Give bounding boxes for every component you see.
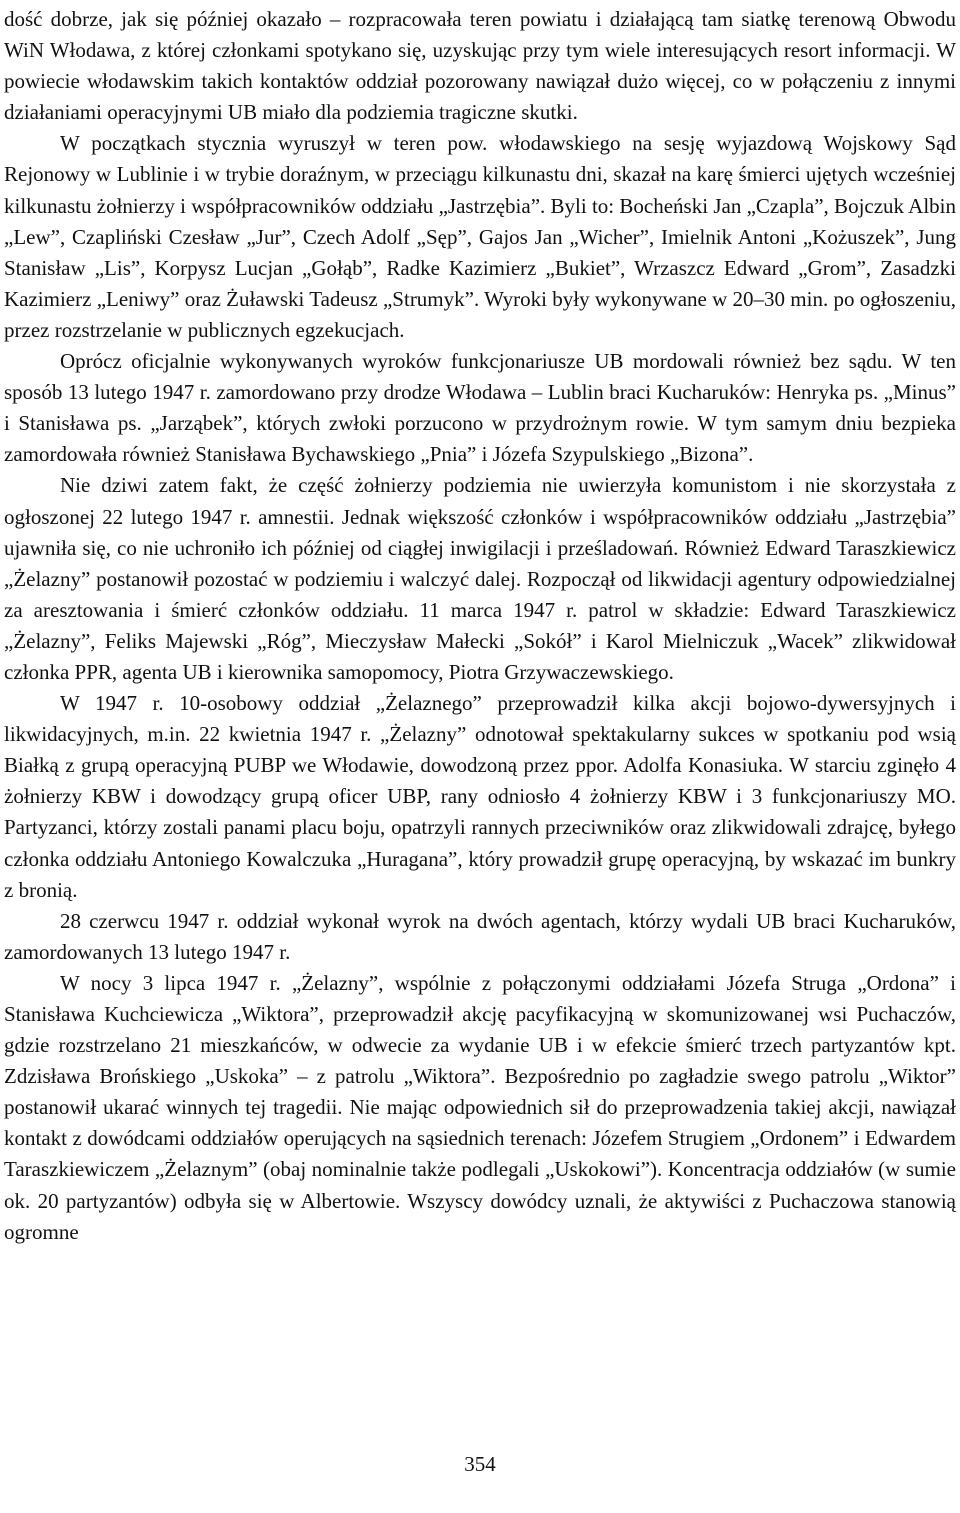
paragraph-4: Nie dziwi zatem fakt, że część żołnierzy podziemia nie uwierzyła komunistom i nie skorzystała z ogłoszonej 22 lutego 1947 r. amnestii. Jednak większość członków i współpracowników oddziału „Jastrzębia” ujawniła się, co nie uchroniło ich później od ciągłej inwigilacji i prześladowań. Również Edward Taraszkiewicz „Żelazny” postanowił pozostać w podziemiu i walczyć dalej. Rozpoczął od likwidacji agentury odpowiedzialnej za aresztowania i śmierć członków oddziału. 11 marca 1947 r. patrol w składzie: Edward Taraszkiewicz „Żelazny”, Feliks Majewski „Róg”, Mieczysław Małecki „Sokół” i Karol Mielniczuk „Wacek” zlikwidował członka PPR, agenta UB i kierownika samopomocy, Piotra Grzywaczewskiego. bbox=[4, 473, 956, 684]
page-number: 354 bbox=[464, 1452, 496, 1476]
paragraph-6: 28 czerwcu 1947 r. oddział wykonał wyrok na dwóch agentach, którzy wydali UB braci Kucharuków, zamordowanych 13 lutego 1947 r. bbox=[4, 908, 956, 964]
paragraph-7: W nocy 3 lipca 1947 r. „Żelazny”, wspólnie z połączonymi oddziałami Józefa Struga „Ordona” i Stanisława Kuchciewicza „Wiktora”, przeprowadził akcję pacyfikacyjną w skomunizowanej wsi Puchaczów, gdzie rozstrzelano 21 mieszkańców, w odwecie za wydanie UB i w efekcie śmierć trzech partyzantów kpt. Zdzisława Brońskiego „Uskoka” – z patrolu „Wiktora”. Bezpośrednio po zagładzie swego patrolu „Wiktor” postanowił ukarać winnych tej tragedii. Nie mając odpowiednich sił do przeprowadzenia takiej akcji, nawiązał kontakt z dowódcami oddziałów operujących na sąsiednich terenach: Józefem Strugiem „Ordonem” i Edwardem Taraszkiewiczem „Żelaznym” (obaj nominalnie także podlegali „Uskokowi”). Koncentracja oddziałów (w sumie ok. 20 partyzantów) odbyła się w Albertowie. Wszyscy dowódcy uznali, że aktywiści z Puchaczowa stanowią ogromne bbox=[4, 970, 956, 1244]
paragraph-5: W 1947 r. 10-osobowy oddział „Żelaznego” przeprowadził kilka akcji bojowo-dywersyjnych i likwidacyjnych, m.in. 22 kwietnia 1947 r. „Żelazny” odnotował spektakularny sukces w spotkaniu pod wsią Białką z grupą operacyjną PUBP we Włodawie, dowodzoną przez ppor. Adolfa Konasiuka. W starciu zginęło 4 żołnierzy KBW i dowodzący grupą oficer UBP, rany odniosło 4 żołnierzy KBW i 3 funkcjonariuszy MO. Partyzanci, którzy zostali panami placu boju, opatrzyli rannych przeciwników oraz zlikwidowali zdrajcę, byłego członka oddziału Antoniego Kowalczuka „Huragana”, który prowadził grupę operacyjną, by wskazać im bunkry z bronią. bbox=[4, 691, 956, 902]
paragraph-1: dość dobrze, jak się później okazało – rozpracowała teren powiatu i działającą tam siatkę terenową Obwodu WiN Włodawa, z której członkami spotykano się, uzyskując przy tym wiele interesujących resort informacji. W powiecie włodawskim takich kontaktów oddział pozorowany nawiązał dużo więcej, co w połączeniu z innymi działaniami operacyjnymi UB miało dla podziemia tragiczne skutki. bbox=[4, 7, 956, 125]
page-body bbox=[4, 4, 956, 1248]
paragraph-3: Oprócz oficjalnie wykonywanych wyroków funkcjonariusze UB mordowali również bez sądu. W ten sposób 13 lutego 1947 r. zamordowano przy drodze Włodawa – Lublin braci Kucharuków: Henryka ps. „Minus” i Stanisława ps. „Jarząbek”, których zwłoki porzucono w przydrożnym rowie. W tym samym dniu bezpieka zamordowała również Stanisława Bychawskiego „Pnia” i Józefa Szypulskiego „Bizona”. bbox=[4, 349, 956, 467]
paragraph-2: W początkach stycznia wyruszył w teren pow. włodawskiego na sesję wyjazdową Wojskowy Sąd Rejonowy w Lublinie i w trybie doraźnym, w przeciągu kilkunastu dni, skazał na karę śmierci ujętych wcześniej kilkunastu żołnierzy i współpracowników oddziału „Jastrzębia”. Byli to: Bocheński Jan „Czapla”, Bojczuk Albin „Lew”, Czapliński Czesław „Jur”, Czech Adolf „Sęp”, Gajos Jan „Wicher”, Imielnik Antoni „Kożuszek”, Jung Stanisław „Lis”, Korpysz Lucjan „Gołąb”, Radke Kazimierz „Bukiet”, Wrzaszcz Edward „Grom”, Zasadzki Kazimierz „Leniwy” oraz Żuławski Tadeusz „Strumyk”. Wyroki były wykonywane w 20–30 min. po ogłoszeniu, przez rozstrzelanie w publicznych egzekucjach. bbox=[4, 131, 956, 342]
